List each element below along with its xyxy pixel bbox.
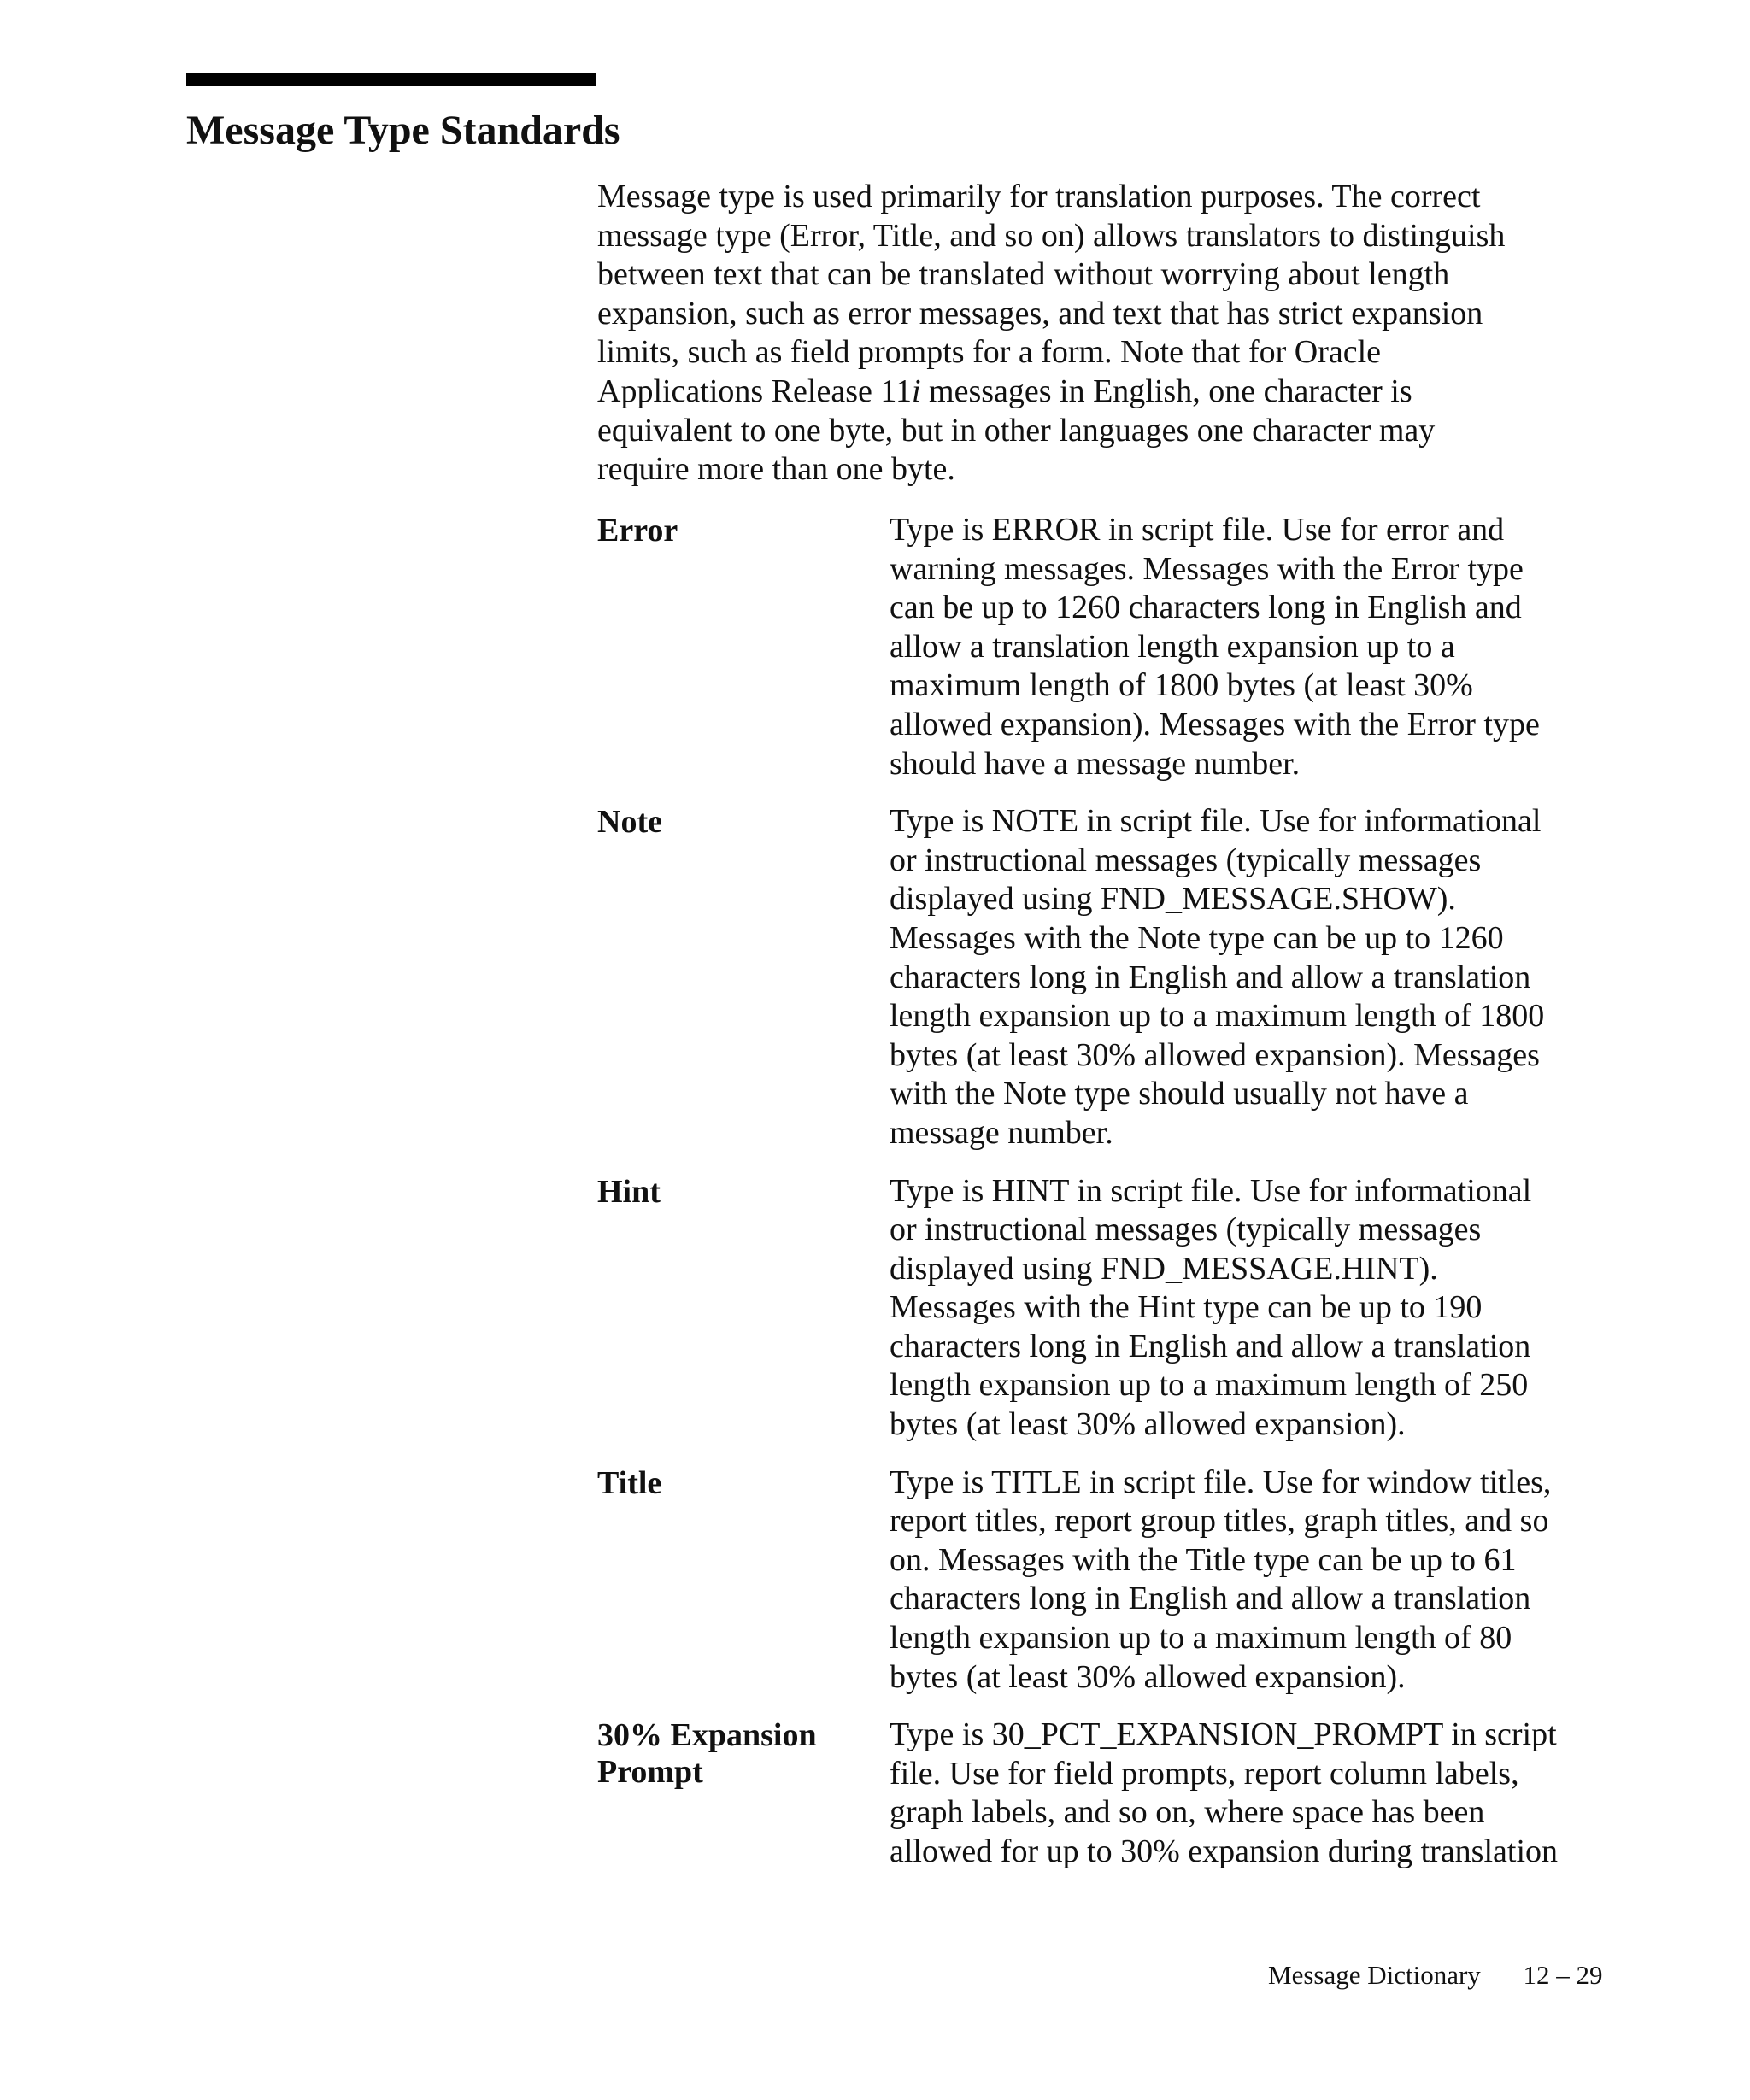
definition-title — [597, 1464, 1657, 1698]
definition-description-30-percent-expansion-prompt — [890, 1716, 1657, 1871]
definition-description-error — [890, 511, 1657, 783]
term-line: Note — [597, 804, 662, 841]
description-line: Type is 30_PCT_EXPANSION_PROMPT in script — [890, 1716, 1557, 1753]
footer-chapter-title: Message Dictionary — [1268, 1960, 1481, 1990]
description-line: or instructional messages (typically messages — [890, 842, 1482, 878]
description-line: displayed using FND_MESSAGE.HINT). — [890, 1250, 1438, 1287]
intro-paragraph — [597, 178, 1640, 490]
description-line: Messages with the Hint type can be up to 190 — [890, 1289, 1483, 1326]
description-line: on. Messages with the Title type can be up to 61 — [890, 1541, 1517, 1578]
definition-note — [597, 802, 1657, 1153]
intro-line-5: limits, such as field prompts for a form. Note that for Oracle — [597, 334, 1382, 371]
description-line: characters long in English and allow a translation — [890, 1328, 1531, 1364]
term-line: Title — [597, 1464, 662, 1501]
description-line: length expansion up to a maximum length of 250 — [890, 1367, 1529, 1404]
description-line: Messages with the Note type can be up to 1260 — [890, 919, 1504, 956]
definition-description-note — [890, 802, 1657, 1153]
section-title: Message Type Standards — [186, 108, 620, 153]
description-line: can be up to 1260 characters long in English and — [890, 590, 1522, 626]
term-line: 30% Expansion — [597, 1717, 817, 1754]
description-line: length expansion up to a maximum length of 80 — [890, 1620, 1512, 1657]
description-line: file. Use for field prompts, report column labels, — [890, 1755, 1519, 1792]
description-line: bytes (at least 30% allowed expansion). — [890, 1406, 1406, 1443]
description-line: or instructional messages (typically messages — [890, 1211, 1482, 1248]
description-line: message number. — [890, 1114, 1113, 1151]
description-line: Type is NOTE in script file. Use for informational — [890, 803, 1542, 840]
description-line: with the Note type should usually not have a — [890, 1076, 1469, 1112]
definition-description-hint — [890, 1172, 1657, 1445]
page-footer — [1268, 1960, 1603, 1991]
intro-line-1: Message type is used primarily for translation purposes. The correct — [597, 179, 1481, 214]
description-line: Type is ERROR in script file. Use for error and — [890, 512, 1505, 548]
release-italic-i: i — [911, 372, 921, 409]
intro-line-8: require more than one byte. — [597, 451, 955, 488]
description-line: should have a message number. — [890, 745, 1301, 782]
description-line: warning messages. Messages with the Error type — [890, 550, 1524, 587]
message-type-definition-list — [597, 511, 1657, 1872]
release-prefix: Applications Release 11 — [597, 372, 912, 409]
description-line: Type is HINT in script file. Use for informational — [890, 1172, 1532, 1209]
description-line: displayed using FND_MESSAGE.SHOW). — [890, 881, 1456, 918]
definition-hint — [597, 1172, 1657, 1445]
definition-description-title — [890, 1464, 1657, 1698]
term-line: Prompt — [597, 1754, 703, 1791]
intro-line-2: message type (Error, Title, and so on) allows translators to distinguish — [597, 217, 1506, 254]
description-line: Type is TITLE in script file. Use for window titles, — [890, 1464, 1552, 1500]
description-line: graph labels, and so on, where space has been — [890, 1794, 1485, 1831]
section-heading-rule — [186, 73, 596, 86]
description-line: characters long in English and allow a translation — [890, 1581, 1531, 1617]
description-line: characters long in English and allow a translation — [890, 959, 1531, 995]
description-line: allowed for up to 30% expansion during translation — [890, 1833, 1559, 1869]
description-line: maximum length of 1800 bytes (at least 30% — [890, 667, 1473, 704]
definition-term-30-percent-expansion-prompt — [597, 1717, 871, 1791]
description-line: allowed expansion). Messages with the Error type — [890, 706, 1540, 742]
definition-term-error — [597, 513, 871, 549]
definition-term-hint — [597, 1174, 871, 1211]
description-line: bytes (at least 30% allowed expansion). — [890, 1658, 1406, 1695]
release-suffix: messages in English, one character is — [920, 372, 1412, 409]
description-line: bytes (at least 30% allowed expansion). Messages — [890, 1036, 1540, 1073]
term-line: Error — [597, 513, 678, 548]
definition-error — [597, 511, 1657, 783]
description-line: report titles, report group titles, graph titles, and so — [890, 1503, 1549, 1540]
footer-page-number: 12 – 29 — [1523, 1960, 1603, 1990]
definition-30-percent-expansion-prompt — [597, 1716, 1657, 1871]
definition-term-note — [597, 804, 871, 841]
intro-line-7: equivalent to one byte, but in other languages one character may — [597, 412, 1436, 449]
description-line: allow a translation length expansion up to a — [890, 628, 1455, 665]
intro-line-4: expansion, such as error messages, and text that has strict expansion — [597, 295, 1483, 331]
intro-line-release — [597, 372, 1640, 412]
definition-term-title — [597, 1465, 871, 1502]
term-line: Hint — [597, 1173, 661, 1210]
description-line: length expansion up to a maximum length of 1800 — [890, 998, 1545, 1035]
intro-line-3: between text that can be translated without worrying about length — [597, 256, 1450, 293]
